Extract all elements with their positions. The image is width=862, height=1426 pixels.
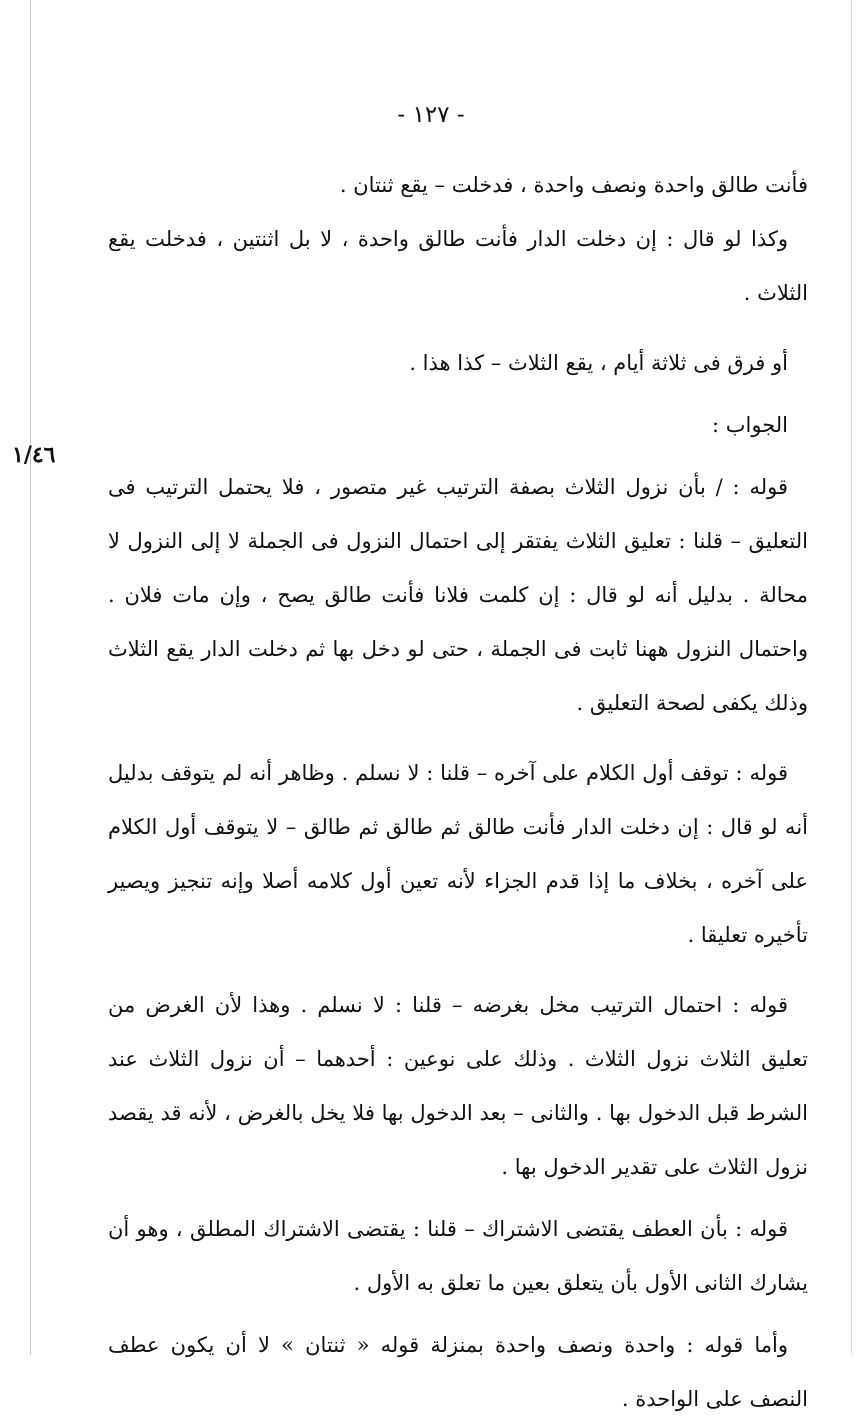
paragraph-answer-heading: الجواب : [712,413,788,437]
paragraph-1: فأنت طالق واحدة ونصف واحدة ، فدخلت – يقع ثنتان . [339,173,808,197]
paragraph-3: أو فرق فى ثلاثة أيام ، يقع الثلاث – كذا هذا . [409,351,788,375]
paragraph-6: قوله : احتمال الترتيب مخل بغرضه – قلنا : لا نسلم . وهذا لأن الغرض من تعليق الثلاث نزول الثلاث . وذلك على نوعين : أحدهما – أن نزول الثلاث عند الشرط قبل الدخول بها . والثانى – بعد الدخول بها فلا يخل بالغرض ، لأنه قد يقصد نزول الثلاث على تقدير الدخول بها . [108,993,808,1179]
scan-edge-left [30,0,31,1355]
scan-edge-right [851,0,852,1355]
paragraph-8: وأما قوله : واحدة ونصف واحدة بمنزلة قوله « ثنتان » لا أن يكون عطف النصف على الواحدة . [108,1333,808,1411]
paragraph-2: وكذا لو قال : إن دخلت الدار فأنت طالق واحدة ، لا بل اثنتين ، فدخلت يقع الثلاث . [108,227,808,305]
paragraph-5: قوله : توقف أول الكلام على آخره – قلنا : لا نسلم . وظاهر أنه لم يتوقف بدليل أنه لو قال : إن دخلت الدار فأنت طالق ثم طالق ثم طالق – لا يتوقف أول الكلام على آخره ، بخلاف ما إذا قدم الجزاء لأنه تعين أول كلامه أصلا وإنه تنجيز ويصير تأخيره تعليقا . [108,761,808,947]
paragraph-7: قوله : بأن العطف يقتضى الاشتراك – قلنا : يقتضى الاشتراك المطلق ، وهو أن يشارك الثانى الأول بأن يتعلق بعين ما تعلق به الأول . [108,1217,808,1295]
page-number: - ١٢٧ - [397,102,465,128]
text-column [108,158,808,1426]
paragraph-4: قوله : / بأن نزول الثلاث بصفة الترتيب غير متصور ، فلا يحتمل الترتيب فى التعليق – قلنا : تعليق الثلاث يفتقر إلى احتمال النزول فى الجملة لا إلى النزول لا محالة . بدليل أنه لو قال : إن كلمت فلانا فأنت طالق يصح ، وإن مات فلان . واحتمال النزول ههنا ثابت فى الجملة ، حتى لو دخل بها ثم دخلت الدار يقع الثلاث وذلك يكفى لصحة التعليق . [108,475,808,715]
margin-note: ١/٤٦ [12,442,56,468]
